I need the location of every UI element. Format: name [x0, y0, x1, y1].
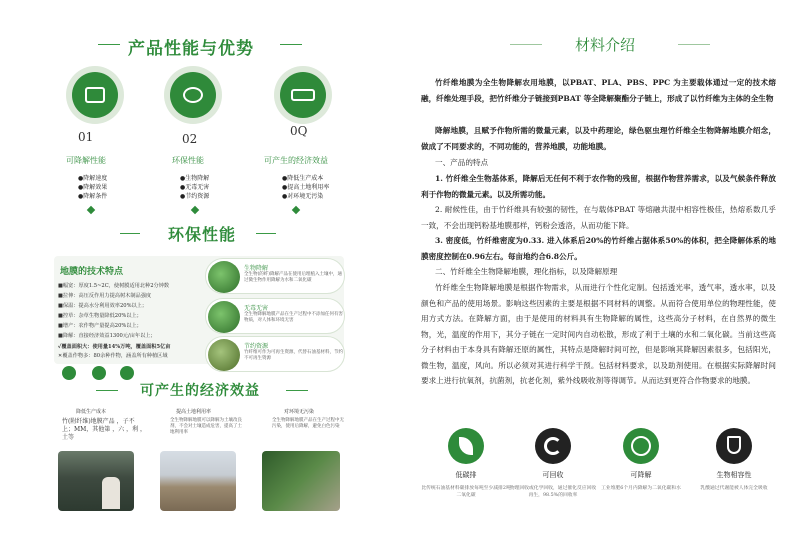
eco-col-text: 全生物降解地膜产品在生产过程中无污染，使用后降解，避免白色污染 — [272, 418, 344, 429]
tech-line: ✓覆盖面积大：使用量14%万吨，覆盖面积5亿亩 — [58, 344, 171, 350]
material-heading: 材料介绍 — [575, 36, 636, 54]
home-icon — [92, 366, 106, 380]
intro-paragraph-2: 降解地膜，且赋予作物所需的微量元素，以及中药理论，绿色驱虫理竹纤维全生物降解地膜介绍念，做成了不同要求的，不同功能的，营养地膜，功能地膜。 — [421, 126, 776, 151]
environment-heading: 环保性能 — [168, 225, 237, 244]
card-title: 无毒无害 — [244, 305, 269, 312]
card-title: 节约资源 — [244, 343, 269, 350]
leaf-photo — [208, 339, 240, 371]
search-icon — [62, 366, 76, 380]
tech-line: ✕覆盖作物多：80余种作物，涵盖所有种植区域 — [58, 353, 168, 359]
benefit-degradable: 可降解 — [630, 471, 652, 479]
tech-line: ■保温：提高水分利用效率20%以上； — [58, 303, 148, 309]
feature-number-3: 0Q — [290, 124, 308, 138]
benefit-low-carbon: 低碳排 — [455, 471, 477, 479]
section-heading-1: 一、产品的特点 — [435, 158, 489, 167]
feature-title-3: 可产生的经济效益 — [264, 156, 328, 165]
settings-icon — [120, 366, 134, 380]
feature-icon-economy — [274, 66, 332, 124]
tech-title: 地膜的技术特点 — [60, 267, 124, 277]
benefit-recyclable: 可回收 — [542, 471, 564, 479]
economy-heading: 可产生的经济效益 — [140, 383, 260, 399]
tech-line: ■控草：杂草生物量降低20%以上； — [58, 313, 142, 319]
benefit-text: 比传统石油基材料碳排放每吨至少减排2吨二氧化碳 — [421, 486, 511, 498]
feature-number-2: 02 — [182, 132, 198, 146]
leaf-photo — [208, 261, 240, 293]
pin-icon — [292, 206, 300, 214]
card-text: 竹纤维可作为可再生资源，代替石油基材料，节约不可再生资源 — [244, 350, 343, 361]
card-save-resources — [205, 336, 345, 372]
benefit-text: 乳酸通过代谢能被人体完全吸收 — [700, 486, 768, 491]
point-1: 1. 竹纤维全生物基体系，降解后无任何不利于农作物的残留，根据作物营养需求，以及气候条件释放利于作物的微量元素。以及所需功能。 — [421, 174, 776, 199]
card-biodegradable — [205, 258, 345, 294]
benefit-biocompatible: 生物相容性 — [716, 471, 752, 479]
section-heading-2: 二、竹纤维全生物降解地膜，理化指标，以及降解原理 — [435, 267, 618, 276]
intro-paragraph: 竹纤维地膜为全生物降解农用地膜，以PBAT、PLA、PBS、PPC 为主要载体通过一定的技术熔融，纤维处理手段，把竹纤维分子链接到PBAT 等全降解聚酯分子链上，形成了以竹纤维为主体的全生物 — [421, 78, 776, 103]
point-2: 2. 耐候性佳，由于竹纤维具有较强的韧性，在与载体PBAT 等熔融共混中相容性极佳，热熔系数几乎一致，不会出现钙粉基地膜那样，钙粉会透洛，从而功能下降。 — [421, 205, 776, 230]
point-3: 3. 密度低，竹纤维密度为0.33. 进入体系后20%的竹纤维占据体系50%的体积，把全降解体系的地膜密度控制在0.96左右。每亩地约合6.8公斤。 — [421, 236, 776, 261]
greenhouse-photo — [58, 451, 134, 511]
feature-icon-environment — [164, 66, 222, 124]
tech-line: ■降解：直接经济效益1300元/亩年以上； — [58, 333, 156, 339]
degradable-icon — [623, 428, 659, 464]
feature-title-1: 可降解性能 — [66, 156, 106, 165]
feature-list-1: ●降解速度 ●降解效果 ●降解条件 — [78, 175, 108, 200]
feature-title-2: 环保性能 — [172, 156, 204, 165]
eco-col-text: 全生物降解地膜可以降解为土壤改良剂，不会对土壤造成危害，提高了土地利用率 — [170, 418, 242, 435]
eco-col-text: 竹(附纤维)地膜产品 ，子不上；MM，其他第 ，六 ，利 ，土等 — [62, 418, 147, 441]
card-text: 全生物(的纤)降解产品在使用后埋植入土壤中，通过微生物作用降解为水和二氧化碳 — [244, 272, 343, 283]
benefit-text: 工业堆肥6个月内降解为二氧化碳和水 — [601, 486, 681, 491]
leaf-icon — [448, 428, 484, 464]
card-nontoxic — [205, 298, 345, 334]
eco-col-title: 提高土地利用率 — [176, 409, 212, 415]
eco-col-title: 对环境无污染 — [284, 409, 315, 415]
crop-photo — [262, 451, 340, 511]
benefit-text: 物理回收或化学回收，通过催化反应回收再生，98.5%的回收率 — [509, 486, 597, 498]
tech-line: ■增产：农作物产量提高20%以上； — [58, 323, 142, 329]
feature-number-1: 01 — [78, 130, 94, 144]
pin-icon — [191, 206, 199, 214]
card-text: 全生物降解地膜产品在生产过程中不添加任何有害物质，对人体和环境无害 — [244, 312, 343, 323]
eco-col-title: 降低生产成本 — [76, 409, 107, 415]
tech-line: ■拉伸：高压反作用力提高树木制品强度 — [58, 293, 152, 299]
feature-list-3: ●降低生产成本 ●提高土地利用率 ●对环境无污染 — [282, 175, 330, 200]
shield-icon — [716, 428, 752, 464]
recycle-icon — [535, 428, 571, 464]
card-title: 生物降解 — [244, 265, 269, 272]
feature-icon-degradable — [66, 66, 124, 124]
leaf-photo — [208, 301, 240, 333]
tech-line: ■幅宽：厚度1.5~2C，使树膜适用北种2分钟数 — [58, 283, 170, 289]
degradation-paragraph: 竹纤维全生物降解地膜是根据作物需求，从而进行个性化定制。包括透光率，透气率，透水率，以及颜色和产品的使用场景。影响这些因素的主要是根据不同材料的调整。从而符合使用单位的物理性能，使用方式方法。在降解方面，由于是使用的材料具有生物降解的属性，这些高分子材料，在自然界的微生物，光，温度的作用下，其分子链在一定时间内自动松散，形成了利于土壤的水和二氧化碳。当前这些高分子材料由于本身具有降解还原的属性，其特点是降解时间可控，但是影响其降解因素很多，包括阳光，微生物，温度，风向。所以必须对其进行科学干预。包括材料要求，以及助剂使用。在根据实际降解时间要求上进行抗氧剂，抗菌剂，抗老化剂，紫外线吸收剂等得调节。从而达到更符合作物要求的地膜。 — [421, 283, 776, 385]
field-photo — [160, 451, 236, 511]
feature-list-2: ●生物降解 ●无毒无害 ●节约资源 — [180, 175, 210, 200]
pin-icon — [87, 206, 95, 214]
product-performance-heading: 产品性能与优势 — [128, 39, 254, 59]
